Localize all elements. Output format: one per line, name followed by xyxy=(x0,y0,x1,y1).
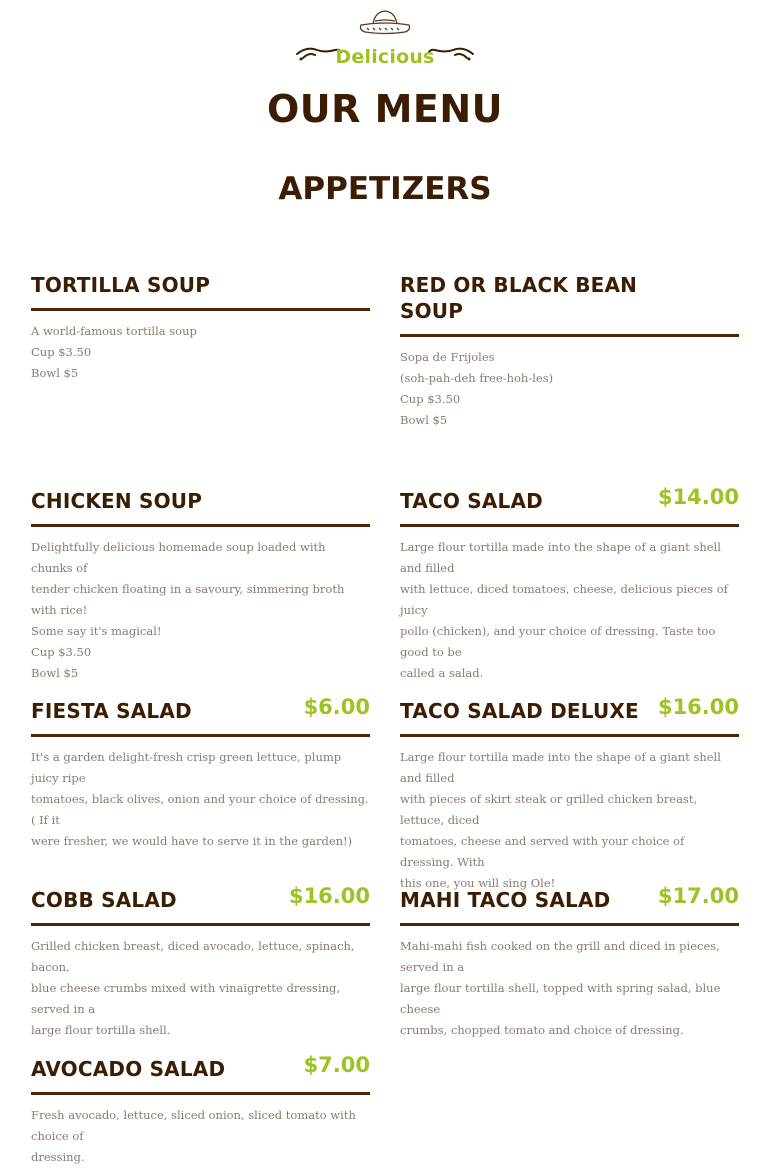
menu-item-name xyxy=(400,272,739,334)
menu-item-header xyxy=(400,695,739,737)
page-title: OUR MENU xyxy=(266,87,504,131)
menu-item xyxy=(31,488,370,684)
menu-item-text-line: Cup $3.50 xyxy=(400,392,461,406)
menu-item-text-line: crumbs, chopped tomato and choice of dressing. xyxy=(400,1023,684,1037)
menu-item-name-line: RED OR BLACK BEAN xyxy=(400,273,638,297)
menu-item-text-line: Large flour tortilla made into the shape of a giant shell and filled xyxy=(400,540,721,575)
menu-item xyxy=(31,272,370,384)
menu-item-text-line: were fresher, we would have to serve it in the garden!) xyxy=(31,834,353,848)
menu-item-name-line: MAHI TACO SALAD xyxy=(400,888,611,912)
menu-item-text-line: Bowl $5 xyxy=(31,366,79,380)
menu-item xyxy=(31,1053,370,1168)
menu-item-text-line: It's a garden delight-fresh crisp green lettuce, plump juicy ripe xyxy=(31,750,342,785)
menu-item-description xyxy=(31,926,370,1041)
menu-item-description xyxy=(400,527,739,684)
section-title: APPETIZERS xyxy=(278,171,492,207)
menu-item-text-line: Mahi-mahi fish cooked on the grill and diced in pieces, served in a xyxy=(400,939,720,974)
menu-item-description xyxy=(31,311,370,384)
menu-item-text-line: (soh-pah-deh free-hoh-les) xyxy=(400,371,554,385)
menu-item-text-line: this one, you will sing Ole! xyxy=(400,876,556,890)
menu-item-text-line: blue cheese crumbs mixed with vinaigrette dressing, served in a xyxy=(31,981,341,1016)
menu-item-header xyxy=(400,272,739,337)
menu-item-text-line: Cup $3.50 xyxy=(31,645,92,659)
menu-item-text-line: called a salad. xyxy=(400,666,484,680)
menu-item-text-line: Bowl $5 xyxy=(31,666,79,680)
menu-item-header xyxy=(31,695,370,737)
menu-item-text-line: Sopa de Frijoles xyxy=(400,350,495,364)
menu-item-text-line: Fresh avocado, lettuce, sliced onion, sliced tomato with choice of xyxy=(31,1108,356,1143)
menu-item-header xyxy=(31,488,370,527)
menu-item-name-line: SOUP xyxy=(400,299,464,323)
menu-item-description xyxy=(31,1095,370,1168)
menu-item xyxy=(31,695,370,852)
menu-item-name xyxy=(31,488,370,524)
menu-item-text-line: tomatoes, black olives, onion and your choice of dressing. ( If it xyxy=(31,792,369,827)
menu-item-name-line: TACO SALAD xyxy=(400,489,543,513)
menu-item-price: $14.00 xyxy=(657,485,739,509)
menu-item-text-line: with pieces of skirt steak or grilled chicken breast, lettuce, diced xyxy=(400,792,698,827)
menu-item-text-line: tomatoes, cheese and served with your choice of dressing. With xyxy=(400,834,685,869)
menu-item-text-line: Large flour tortilla made into the shape of a giant shell and filled xyxy=(400,750,721,785)
logo xyxy=(295,8,475,66)
menu-item-name-line: TORTILLA SOUP xyxy=(31,273,211,297)
menu-item-text-line: Cup $3.50 xyxy=(31,345,92,359)
menu-item xyxy=(400,884,739,1041)
menu-item-text-line: dressing. xyxy=(31,1150,85,1164)
menu-item-price: $6.00 xyxy=(303,695,370,719)
menu-item-price: $7.00 xyxy=(303,1053,370,1077)
menu-item-text-line: Some say it's magical! xyxy=(31,624,162,638)
menu-item-description xyxy=(400,337,739,431)
menu-item-header xyxy=(31,272,370,311)
menu-item-header xyxy=(400,884,739,926)
menu-item-description xyxy=(31,737,370,852)
menu-item-header xyxy=(31,884,370,926)
menu-item-text-line: pollo (chicken), and your choice of dressing. Taste too good to be xyxy=(400,624,716,659)
menu-item-name-line: TACO SALAD DELUXE xyxy=(400,699,639,723)
menu-item-price: $16.00 xyxy=(288,884,370,908)
menu-item-description xyxy=(31,527,370,684)
menu-item-description xyxy=(400,737,739,894)
menu-item-header xyxy=(400,485,739,527)
menu-item-text-line: large flour tortilla shell, topped with spring salad, blue cheese xyxy=(400,981,721,1016)
menu-item xyxy=(31,884,370,1041)
menu-item-text-line: large flour tortilla shell. xyxy=(31,1023,171,1037)
menu-item-name-line: CHICKEN SOUP xyxy=(31,489,203,513)
menu-item xyxy=(400,272,739,431)
menu-item-name-line: AVOCADO SALAD xyxy=(31,1057,226,1081)
menu-item-price: $16.00 xyxy=(657,695,739,719)
menu-item-price: $17.00 xyxy=(657,884,739,908)
menu-item-name-line: FIESTA SALAD xyxy=(31,699,192,723)
menu-item-text-line: with lettuce, diced tomatoes, cheese, delicious pieces of juicy xyxy=(400,582,728,617)
menu-item-text-line: tender chicken floating in a savoury, simmering broth with rice! xyxy=(31,582,345,617)
menu-item-text-line: A world-famous tortilla soup xyxy=(31,324,197,338)
menu-item xyxy=(400,485,739,684)
menu-item-text-line: Bowl $5 xyxy=(400,413,448,427)
menu-item-name-line: COBB SALAD xyxy=(31,888,177,912)
menu-item-description xyxy=(400,926,739,1041)
menu-item-name xyxy=(31,272,370,308)
menu-item xyxy=(400,695,739,894)
menu-item-text-line: Delightfully delicious homemade soup loaded with chunks of xyxy=(31,540,326,575)
menu-item-header xyxy=(31,1053,370,1095)
logo-text: Delicious xyxy=(335,46,435,68)
menu-item-text-line: Grilled chicken breast, diced avocado, lettuce, spinach, bacon, xyxy=(31,939,355,974)
